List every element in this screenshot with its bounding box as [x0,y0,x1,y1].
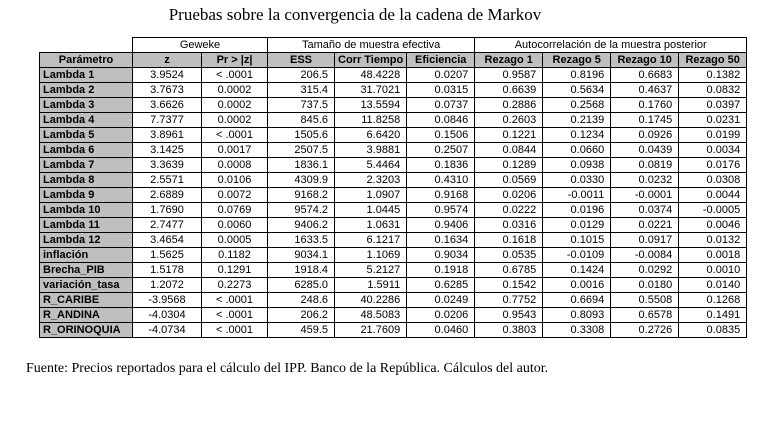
cell-eficiencia: 0.0737 [407,98,475,113]
cell-corr-tiempo: 1.5911 [335,278,407,293]
cell-rezago-10: 0.0221 [611,218,679,233]
cell-eficiencia: 0.1506 [407,128,475,143]
cell-rezago-50: 0.0018 [679,248,747,263]
cell-ess: 9034.1 [268,248,335,263]
cell-ess: 9574.2 [268,203,335,218]
cell-parametro: Lambda 3 [40,98,133,113]
cell-rezago-50: 0.0832 [679,83,747,98]
cell-z: 2.5571 [133,173,202,188]
cell-rezago-5: 0.0938 [543,158,611,173]
cell-z: 3.1425 [133,143,202,158]
cell-corr-tiempo: 1.1069 [335,248,407,263]
cell-rezago-10: 0.0917 [611,233,679,248]
cell-ess: 1505.6 [268,128,335,143]
cell-z: 3.4654 [133,233,202,248]
cell-rezago-10: 0.0926 [611,128,679,143]
cell-rezago-1: 0.9587 [475,68,543,83]
column-header-rezago-10: Rezago 10 [611,53,679,68]
cell-pr: 0.2273 [202,278,268,293]
cell-pr: 0.0002 [202,113,268,128]
cell-rezago-1: 0.1289 [475,158,543,173]
table-row [40,263,747,278]
cell-rezago-10: 0.0232 [611,173,679,188]
cell-parametro: Lambda 12 [40,233,133,248]
cell-ess: 1633.5 [268,233,335,248]
cell-ess: 459.5 [268,323,335,338]
cell-pr: 0.0106 [202,173,268,188]
table-row [40,293,747,308]
cell-rezago-10: -0.0084 [611,248,679,263]
cell-eficiencia: 0.1836 [407,158,475,173]
cell-corr-tiempo: 3.9881 [335,143,407,158]
cell-rezago-5: 0.0016 [543,278,611,293]
table-row [40,218,747,233]
cell-rezago-50: 0.0199 [679,128,747,143]
cell-ess: 737.5 [268,98,335,113]
cell-pr: 0.0002 [202,83,268,98]
cell-rezago-50: 0.0231 [679,113,747,128]
group-header-geweke: Geweke [133,38,268,53]
convergence-table [39,26,747,338]
table-row [40,233,747,248]
cell-parametro: Brecha_PIB [40,263,133,278]
cell-corr-tiempo: 13.5594 [335,98,407,113]
cell-rezago-50: 0.0046 [679,218,747,233]
cell-rezago-50: 0.0835 [679,323,747,338]
cell-rezago-1: 0.1221 [475,128,543,143]
spacer-row [40,26,747,38]
cell-parametro: Lambda 9 [40,188,133,203]
cell-pr: 0.0008 [202,158,268,173]
cell-eficiencia: 0.0315 [407,83,475,98]
cell-pr: < .0001 [202,128,268,143]
cell-z: 1.2072 [133,278,202,293]
cell-rezago-10: 0.0292 [611,263,679,278]
group-header-ess: Tamaño de muestra efectiva [268,38,475,53]
cell-rezago-1: 0.3803 [475,323,543,338]
cell-rezago-10: 0.0180 [611,278,679,293]
cell-eficiencia: 0.0460 [407,323,475,338]
cell-corr-tiempo: 1.0631 [335,218,407,233]
table-row [40,158,747,173]
cell-rezago-5: -0.0109 [543,248,611,263]
cell-parametro: Lambda 7 [40,158,133,173]
cell-rezago-5: 0.1234 [543,128,611,143]
cell-parametro: Lambda 1 [40,68,133,83]
cell-parametro: Lambda 11 [40,218,133,233]
cell-corr-tiempo: 5.4464 [335,158,407,173]
cell-rezago-10: 0.1745 [611,113,679,128]
cell-rezago-50: 0.1491 [679,308,747,323]
cell-rezago-1: 0.0535 [475,248,543,263]
cell-rezago-50: 0.0176 [679,158,747,173]
cell-z: 1.5178 [133,263,202,278]
cell-ess: 9406.2 [268,218,335,233]
table-row [40,68,747,83]
cell-pr: < .0001 [202,293,268,308]
cell-rezago-50: 0.0010 [679,263,747,278]
cell-corr-tiempo: 1.0445 [335,203,407,218]
cell-rezago-1: 0.0569 [475,173,543,188]
cell-pr: 0.1291 [202,263,268,278]
cell-rezago-1: 0.6785 [475,263,543,278]
cell-z: 3.6626 [133,98,202,113]
cell-parametro: inflación [40,248,133,263]
cell-eficiencia: 0.2507 [407,143,475,158]
cell-ess: 845.6 [268,113,335,128]
table-row [40,83,747,98]
cell-parametro: Lambda 2 [40,83,133,98]
cell-rezago-50: 0.0034 [679,143,747,158]
cell-pr: < .0001 [202,323,268,338]
source-note: Fuente: Precios reportados para el cálculo del IPP. Banco de la República. Cálculos del autor. [26,361,549,376]
cell-eficiencia: 0.0207 [407,68,475,83]
cell-z: -4.0734 [133,323,202,338]
column-header-rezago-5: Rezago 5 [543,53,611,68]
cell-parametro: Lambda 5 [40,128,133,143]
cell-eficiencia: 0.1634 [407,233,475,248]
cell-ess: 206.5 [268,68,335,83]
cell-rezago-1: 0.6639 [475,83,543,98]
cell-parametro: R_ANDINA [40,308,133,323]
column-header-eficiencia: Eficiencia [407,53,475,68]
cell-parametro: Lambda 4 [40,113,133,128]
cell-corr-tiempo: 6.6420 [335,128,407,143]
cell-rezago-50: 0.1268 [679,293,747,308]
group-header-empty [40,38,133,53]
cell-rezago-10: 0.0439 [611,143,679,158]
table-row [40,173,747,188]
cell-corr-tiempo: 1.0907 [335,188,407,203]
cell-ess: 315.4 [268,83,335,98]
table-row [40,98,747,113]
cell-rezago-5: 0.0330 [543,173,611,188]
column-header-rezago-1: Rezago 1 [475,53,543,68]
column-header-parametro: Parámetro [40,53,133,68]
cell-pr: 0.0769 [202,203,268,218]
cell-parametro: R_CARIBE [40,293,133,308]
cell-z: 1.5625 [133,248,202,263]
cell-z: 3.3639 [133,158,202,173]
cell-corr-tiempo: 11.8258 [335,113,407,128]
table-row [40,203,747,218]
cell-corr-tiempo: 48.4228 [335,68,407,83]
table-title: Pruebas sobre la convergencia de la cadena de Markov [168,5,542,24]
cell-rezago-50: -0.0005 [679,203,747,218]
cell-rezago-1: 0.1618 [475,233,543,248]
table-row [40,143,747,158]
cell-z: 7.7377 [133,113,202,128]
cell-rezago-5: 0.3308 [543,323,611,338]
cell-rezago-10: 0.0374 [611,203,679,218]
cell-pr: 0.0005 [202,233,268,248]
cell-eficiencia: 0.1918 [407,263,475,278]
table-row [40,308,747,323]
cell-pr: < .0001 [202,308,268,323]
cell-corr-tiempo: 31.7021 [335,83,407,98]
cell-rezago-50: 0.0140 [679,278,747,293]
column-header-z: z [133,53,202,68]
cell-eficiencia: 0.0249 [407,293,475,308]
cell-eficiencia: 0.9034 [407,248,475,263]
cell-rezago-10: 0.0819 [611,158,679,173]
cell-corr-tiempo: 21.7609 [335,323,407,338]
cell-z: 3.8961 [133,128,202,143]
cell-parametro: Lambda 10 [40,203,133,218]
cell-ess: 4309.9 [268,173,335,188]
cell-rezago-5: 0.0196 [543,203,611,218]
table-row [40,248,747,263]
cell-z: 2.6889 [133,188,202,203]
table-row [40,128,747,143]
cell-rezago-1: 0.0222 [475,203,543,218]
cell-parametro: Lambda 6 [40,143,133,158]
cell-z: 2.7477 [133,218,202,233]
cell-rezago-1: 0.2886 [475,98,543,113]
cell-rezago-10: 0.2726 [611,323,679,338]
cell-ess: 2507.5 [268,143,335,158]
cell-ess: 1918.4 [268,263,335,278]
cell-eficiencia: 0.9406 [407,218,475,233]
cell-pr: 0.0072 [202,188,268,203]
cell-corr-tiempo: 5.2127 [335,263,407,278]
cell-parametro: variación_tasa [40,278,133,293]
cell-ess: 9168.2 [268,188,335,203]
cell-rezago-1: 0.0844 [475,143,543,158]
cell-rezago-1: 0.2603 [475,113,543,128]
cell-pr: < .0001 [202,68,268,83]
cell-rezago-10: -0.0001 [611,188,679,203]
cell-parametro: R_ORINOQUIA [40,323,133,338]
cell-pr: 0.0060 [202,218,268,233]
cell-rezago-50: 0.1382 [679,68,747,83]
cell-z: -3.9568 [133,293,202,308]
group-header-row [40,38,747,53]
table-row [40,323,747,338]
cell-rezago-5: 0.2568 [543,98,611,113]
cell-pr: 0.0017 [202,143,268,158]
cell-rezago-50: 0.0044 [679,188,747,203]
cell-pr: 0.1182 [202,248,268,263]
cell-rezago-50: 0.0132 [679,233,747,248]
cell-corr-tiempo: 2.3203 [335,173,407,188]
cell-rezago-5: -0.0011 [543,188,611,203]
cell-rezago-1: 0.7752 [475,293,543,308]
cell-corr-tiempo: 40.2286 [335,293,407,308]
cell-rezago-1: 0.0206 [475,188,543,203]
column-header-row [40,53,747,68]
cell-ess: 206.2 [268,308,335,323]
cell-rezago-5: 0.1015 [543,233,611,248]
cell-corr-tiempo: 6.1217 [335,233,407,248]
cell-eficiencia: 0.0846 [407,113,475,128]
cell-rezago-5: 0.2139 [543,113,611,128]
cell-rezago-10: 0.5508 [611,293,679,308]
cell-eficiencia: 0.9168 [407,188,475,203]
column-header-rezago-50: Rezago 50 [679,53,747,68]
cell-ess: 248.6 [268,293,335,308]
cell-z: 1.7690 [133,203,202,218]
group-header-autocorrelation: Autocorrelación de la muestra posterior [475,38,747,53]
convergence-table-wrapper [39,26,747,338]
table-row [40,278,747,293]
cell-z: 3.9524 [133,68,202,83]
table-row [40,188,747,203]
cell-pr: 0.0002 [202,98,268,113]
cell-rezago-1: 0.0316 [475,218,543,233]
cell-rezago-5: 0.8093 [543,308,611,323]
column-header-ess: ESS [268,53,335,68]
cell-rezago-10: 0.1760 [611,98,679,113]
table-body [40,68,747,338]
cell-rezago-50: 0.0397 [679,98,747,113]
cell-ess: 6285.0 [268,278,335,293]
cell-eficiencia: 0.4310 [407,173,475,188]
cell-rezago-5: 0.5634 [543,83,611,98]
cell-rezago-10: 0.6683 [611,68,679,83]
cell-rezago-50: 0.0308 [679,173,747,188]
column-header-pr: Pr > |z| [202,53,268,68]
cell-rezago-10: 0.6578 [611,308,679,323]
cell-corr-tiempo: 48.5083 [335,308,407,323]
cell-rezago-5: 0.8196 [543,68,611,83]
cell-rezago-5: 0.1424 [543,263,611,278]
cell-rezago-5: 0.6694 [543,293,611,308]
cell-eficiencia: 0.0206 [407,308,475,323]
column-header-corr-tiempo: Corr Tiempo [335,53,407,68]
cell-parametro: Lambda 8 [40,173,133,188]
cell-rezago-5: 0.0129 [543,218,611,233]
cell-rezago-5: 0.0660 [543,143,611,158]
cell-rezago-1: 0.1542 [475,278,543,293]
cell-rezago-1: 0.9543 [475,308,543,323]
table-row [40,113,747,128]
cell-eficiencia: 0.9574 [407,203,475,218]
cell-eficiencia: 0.6285 [407,278,475,293]
cell-z: -4.0304 [133,308,202,323]
cell-rezago-10: 0.4637 [611,83,679,98]
cell-ess: 1836.1 [268,158,335,173]
cell-z: 3.7673 [133,83,202,98]
